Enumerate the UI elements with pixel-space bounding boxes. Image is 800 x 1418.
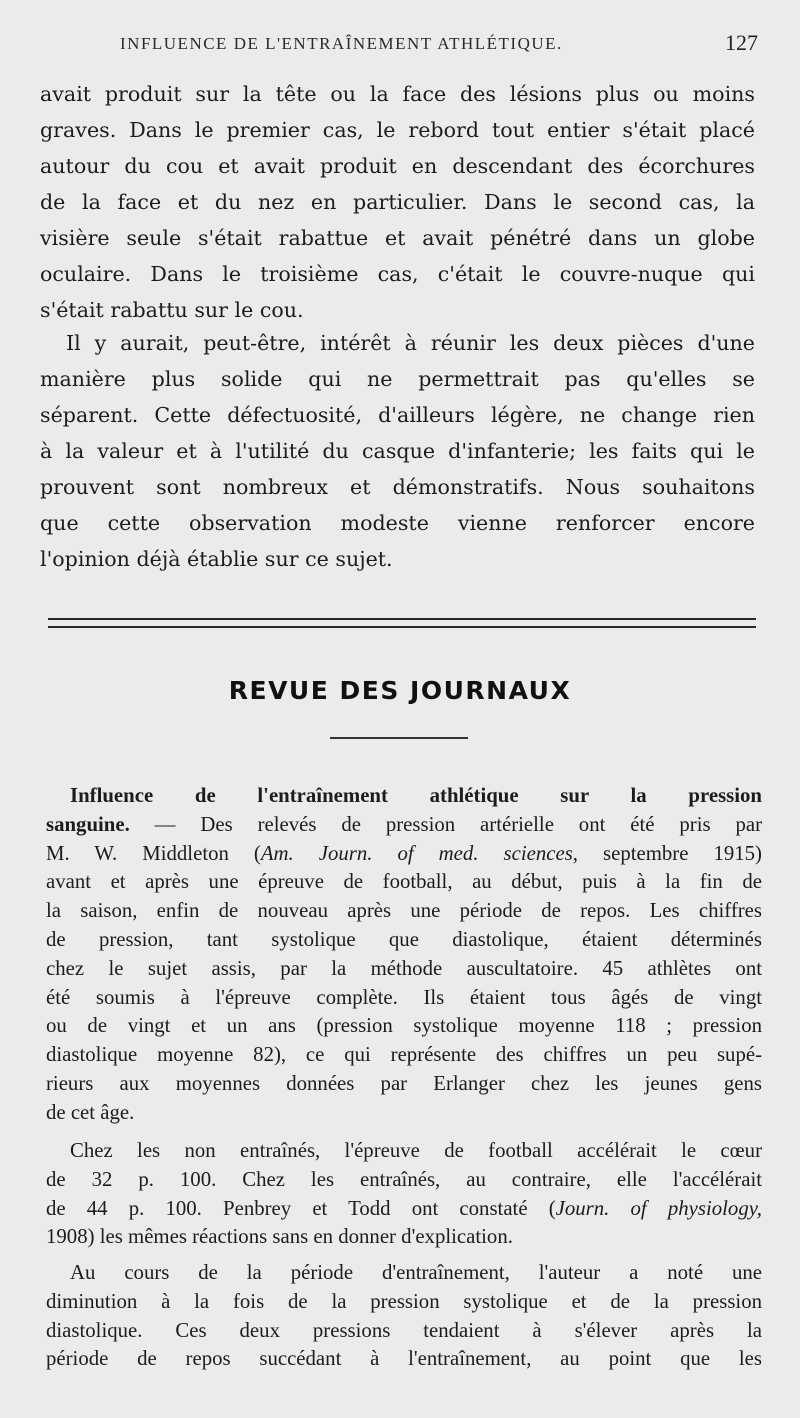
running-title: INFLUENCE DE L'ENTRAÎNEMENT ATHLÉTIQUE. bbox=[120, 34, 563, 53]
text-line: 1908) les mêmes réactions sans en donner d'explication. bbox=[46, 1225, 513, 1249]
text-line: diastolique. Ces deux pressions tendaient à s'élever après la bbox=[46, 1318, 762, 1342]
article-title-end: sanguine. bbox=[46, 812, 130, 836]
text-line bbox=[46, 811, 762, 840]
page-number: 127 bbox=[725, 30, 758, 55]
article-paragraph-2 bbox=[46, 1137, 762, 1252]
text-line: séparent. Cette défectuosité, d'ailleurs légère, ne change rien bbox=[40, 403, 755, 427]
text-line: ou de vingt et un ans (pression systolique moyenne 118 ; pression bbox=[46, 1014, 762, 1038]
text-line: Chez les non entraînés, l'épreuve de football accélérait le cœur bbox=[70, 1139, 762, 1162]
conclusion-paragraph bbox=[40, 325, 755, 577]
text-line: diminution à la fois de la pression systolique et de la pression bbox=[46, 1289, 762, 1313]
text-fragment: — Des relevés de pression artérielle ont été pris par bbox=[129, 812, 762, 836]
article-paragraph-1 bbox=[46, 782, 762, 1128]
text-line: prouvent sont nombreux et démonstratifs. Nous souhaitons bbox=[40, 475, 755, 499]
article-paragraph-3 bbox=[46, 1259, 762, 1374]
journal-citation: Journ. of physiology, bbox=[555, 1196, 763, 1220]
journal-citation: Am. Journ. of med. sciences bbox=[260, 841, 573, 865]
text-line: Au cours de la période d'entraînement, l'auteur a noté une bbox=[70, 1261, 762, 1284]
text-line: autour du cou et avait produit en descendant des écorchures bbox=[40, 154, 755, 178]
text-line: de cet âge. bbox=[46, 1100, 135, 1124]
text-fragment: M. W. Middleton ( bbox=[46, 841, 261, 865]
section-heading: REVUE DES JOURNAUX bbox=[228, 676, 572, 705]
text-line: visière seule s'était rabattue et avait pénétré dans un globe bbox=[40, 226, 755, 250]
text-line: de 32 p. 100. Chez les entraînés, au contraire, elle l'accélérait bbox=[46, 1167, 762, 1191]
page-header bbox=[120, 30, 758, 55]
text-line: que cette observation modeste vienne renforcer encore bbox=[40, 511, 755, 535]
text-line: été soumis à l'épreuve complète. Ils étaient tous âgés de vingt bbox=[46, 985, 762, 1009]
text-line: graves. Dans le premier cas, le rebord tout entier s'était placé bbox=[40, 118, 755, 142]
text-line: la saison, enfin de nouveau après une période de repos. Les chiffres bbox=[46, 899, 762, 923]
text-fragment: de 44 p. 100. Penbrey et Todd ont constaté ( bbox=[46, 1196, 556, 1220]
text-line: diastolique moyenne 82), ce qui représente des chiffres un peu supé- bbox=[46, 1043, 762, 1067]
article-title: Influence de l'entraînement athlétique sur la pression bbox=[70, 784, 762, 807]
continuation-paragraph bbox=[40, 76, 755, 328]
divider-rule-top bbox=[48, 618, 756, 620]
text-line: Il y aurait, peut-être, intérêt à réunir les deux pièces d'une bbox=[66, 331, 755, 355]
text-line: chez le sujet assis, par la méthode auscultatoire. 45 athlètes ont bbox=[46, 956, 762, 980]
heading-underline bbox=[330, 737, 468, 739]
text-line: avant et après une épreuve de football, au début, puis à la fin de bbox=[46, 870, 762, 894]
text-line bbox=[46, 1195, 762, 1224]
text-line: de la face et du nez en particulier. Dans le second cas, la bbox=[40, 190, 755, 214]
text-line: l'opinion déjà établie sur ce sujet. bbox=[40, 547, 393, 571]
text-line: période de repos succédant à l'entraînement, au point que les bbox=[46, 1347, 762, 1371]
text-line: manière plus solide qui ne permettrait pas qu'elles se bbox=[40, 367, 755, 391]
text-line bbox=[46, 840, 762, 869]
text-line: rieurs aux moyennes données par Erlanger chez les jeunes gens bbox=[46, 1071, 762, 1095]
text-line: avait produit sur la tête ou la face des lésions plus ou moins bbox=[40, 82, 755, 106]
text-line: oculaire. Dans le troisième cas, c'était le couvre-nuque qui bbox=[40, 262, 755, 286]
text-fragment: , septembre 1915) bbox=[572, 841, 762, 865]
text-line: à la valeur et à l'utilité du casque d'infanterie; les faits qui le bbox=[40, 439, 755, 463]
text-line: de pression, tant systolique que diastolique, étaient déterminés bbox=[46, 927, 762, 951]
divider-rule-bottom bbox=[48, 626, 756, 628]
text-line: s'était rabattu sur le cou. bbox=[40, 298, 304, 322]
